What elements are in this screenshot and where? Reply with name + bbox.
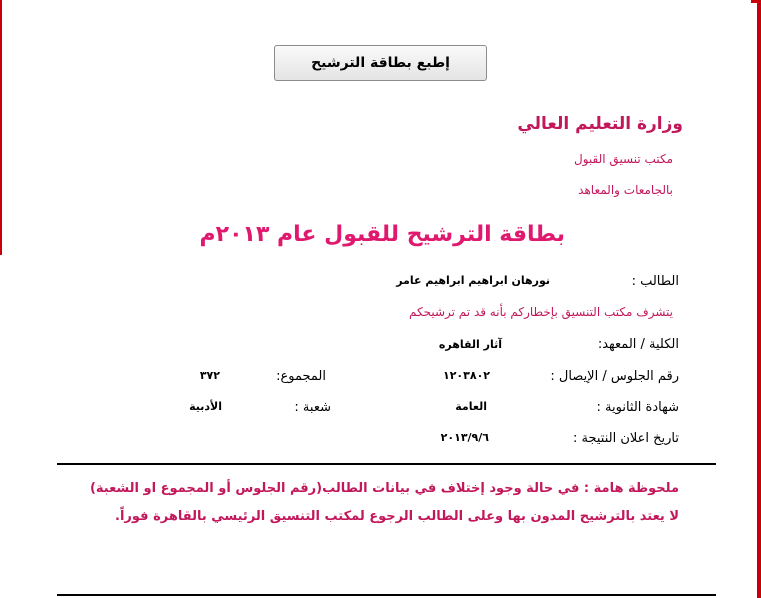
office-line-2: بالجامعات والمعاهد xyxy=(578,183,673,197)
branch-value: الأدبية xyxy=(189,400,222,413)
result-date-value: ٢٠١٣/٩/٦ xyxy=(440,431,489,444)
seat-number-value: ١٢٠٣٨٠٢ xyxy=(443,369,490,382)
notice-line-2: لا يعتد بالترشيح المدون بها وعلى الطالب الرجوع لمكتب التنسيق الرئيسي بالقاهرة فوراً. xyxy=(115,509,679,524)
faculty-value: آثار القاهره xyxy=(438,338,502,351)
faculty-label: الكلية / المعهد: xyxy=(597,337,679,352)
window-top-edge xyxy=(751,0,761,3)
certificate-value: العامة xyxy=(455,400,487,413)
branch-label: شعبة : xyxy=(294,400,331,415)
student-label: الطالب : xyxy=(631,274,679,289)
nomination-message: يتشرف مكتب التنسيق بإخطاركم بأنه قد تم ترشيحكم xyxy=(409,305,673,319)
total-label: المجموع: xyxy=(276,369,326,384)
certificate-label: شهادة الثانوية : xyxy=(596,400,679,415)
notice-line-1: ملحوظة هامة : في حالة وجود إختلاف في بيانات الطالب(رقم الجلوس أو المجموع او الشعبة) xyxy=(89,481,679,496)
window-left-edge xyxy=(0,0,2,255)
divider-top xyxy=(57,463,716,465)
total-value: ٣٧٢ xyxy=(199,369,220,382)
office-line-1: مكتب تنسيق القبول xyxy=(574,152,673,166)
print-card-button[interactable]: إطبع بطاقة الترشيح xyxy=(274,45,487,81)
window-right-edge xyxy=(757,0,761,598)
student-name: نورهان ابراهيم ابراهيم عامر xyxy=(396,274,550,287)
card-title: بطاقة الترشيح للقبول عام ٢٠١٣م xyxy=(199,222,565,247)
seat-number-label: رقم الجلوس / الإيصال : xyxy=(550,369,679,384)
ministry-title: وزارة التعليم العالي xyxy=(517,114,683,134)
divider-bottom xyxy=(57,594,716,596)
result-date-label: تاريخ اعلان النتيجة : xyxy=(572,431,679,446)
